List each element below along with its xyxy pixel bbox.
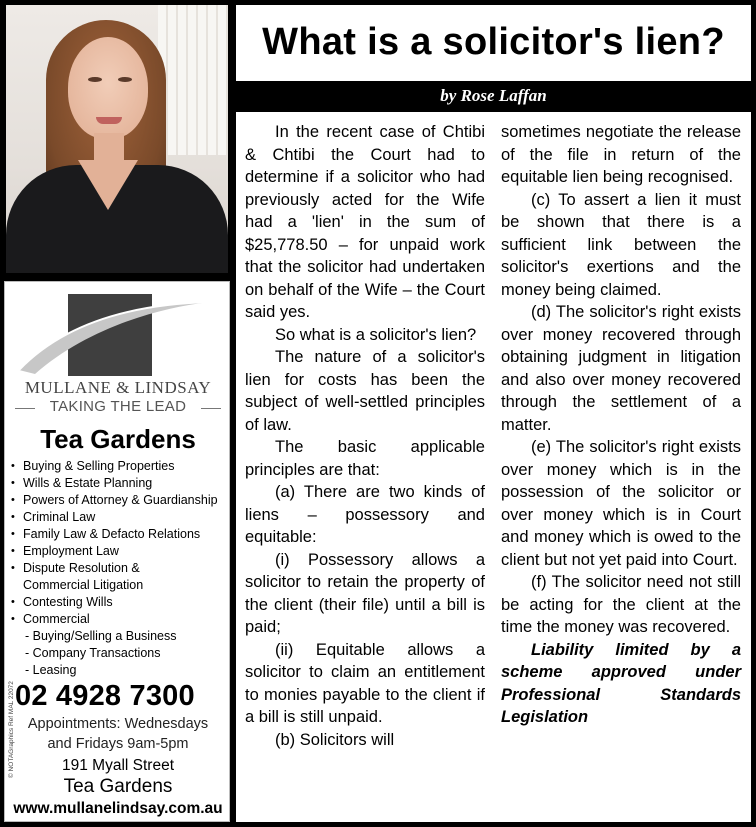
service-item: • Criminal Law — [9, 509, 231, 526]
author-photo — [6, 5, 228, 273]
service-item: - Company Transactions — [25, 646, 161, 660]
appointments-info — [5, 714, 231, 754]
office-town-heading: Tea Gardens — [40, 424, 196, 454]
service-item: - Leasing — [25, 663, 77, 677]
article-paragraph: (a) There are two kinds of liens – possessory and equitable: — [245, 483, 485, 546]
logo-divider-right — [201, 408, 221, 409]
article-paragraph: (f) The solicitor need not still be acting for the client at the time the money was recovered. — [501, 573, 741, 636]
address-town: Tea Gardens — [63, 776, 173, 797]
liability-disclaimer: Liability limited by a scheme approved under Professional Standards Legislation — [501, 640, 741, 726]
article-paragraph: (c) To assert a lien it must be shown that there is a sufficient link between the solicitor's exertions and the money being claimed. — [501, 190, 741, 299]
service-item: • Buying & Selling Properties — [9, 458, 231, 475]
appointments-line-2: and Fridays 9am-5pm — [47, 736, 189, 752]
article-byline: by Rose Laffan — [440, 86, 547, 105]
appointments-line-1: Appointments: Wednesdays — [27, 716, 209, 732]
photo-background-window — [158, 5, 228, 155]
article-paragraph: The basic applicable principles are that: — [245, 438, 485, 479]
headline-box — [236, 5, 751, 81]
photo-mouth — [96, 117, 122, 124]
service-item: • Commercial — [9, 611, 231, 628]
service-item: • Dispute Resolution & — [9, 560, 231, 577]
article-body — [236, 112, 751, 822]
logo-firm-name: MULLANE & LINDSAY — [24, 378, 212, 397]
article-paragraph: sometimes negotiate the release of the file in return of the equitable lien being recognised. — [501, 123, 741, 186]
article-paragraph: So what is a solicitor's lien? — [275, 325, 477, 344]
service-item: • Employment Law — [9, 543, 231, 560]
article-paragraph: (e) The solicitor's right exists over money which is in the possession of the solicitor or over money which is in Court and money which is owed to the client but not yet paid into Court. — [501, 438, 741, 569]
website-link[interactable]: www.mullanelindsay.com.au — [13, 800, 223, 817]
article-paragraph: (ii) Equitable allows a solicitor to claim an entitlement to monies payable to the client if a bill is still unpaid. — [245, 640, 485, 726]
photo-eye-right — [118, 77, 132, 82]
article-paragraph: The nature of a solicitor's lien for costs has been the subject of well-settled principles of law. — [245, 348, 485, 434]
article-column-2 — [501, 121, 741, 729]
phone-number[interactable]: 02 4928 7300 — [15, 680, 195, 712]
service-item: • Powers of Attorney & Guardianship — [9, 492, 231, 509]
service-item: - Buying/Selling a Business — [25, 629, 177, 643]
services-list — [9, 458, 231, 679]
law-firm-advertisement — [4, 281, 230, 822]
service-item: • Contesting Wills — [9, 594, 231, 611]
service-item: • Wills & Estate Planning — [9, 475, 231, 492]
article-column-1 — [245, 121, 485, 751]
article-paragraph: (i) Possessory allows a solicitor to retain the property of the client (their file) until a bill is paid; — [245, 550, 485, 636]
article-headline: What is a solicitor's lien? — [262, 21, 725, 63]
street-address: 191 Myall Street — [62, 757, 174, 774]
service-item: Commercial Litigation — [23, 578, 144, 592]
service-item: • Family Law & Defacto Relations — [9, 526, 231, 543]
logo-tagline: TAKING THE LEAD — [49, 398, 187, 415]
article-paragraph: (d) The solicitor's right exists over money recovered through obtaining judgment in litigation and also over money recovered through the settlement of a matter. — [501, 303, 741, 434]
ad-credit: © NOTAGraphics Ref MAL 22072 — [8, 681, 15, 778]
article-paragraph: (b) Solicitors will — [275, 730, 395, 749]
article-paragraph: In the recent case of Chtibi & Chtibi the Court had to determine if a solicitor who had previously acted for the Wife had a 'lien' in the sum of $25,778.50 – for unpaid work that the solicitor had undertaken on behalf of the Wife – the Court said yes. — [245, 123, 485, 321]
photo-eye-left — [88, 77, 102, 82]
